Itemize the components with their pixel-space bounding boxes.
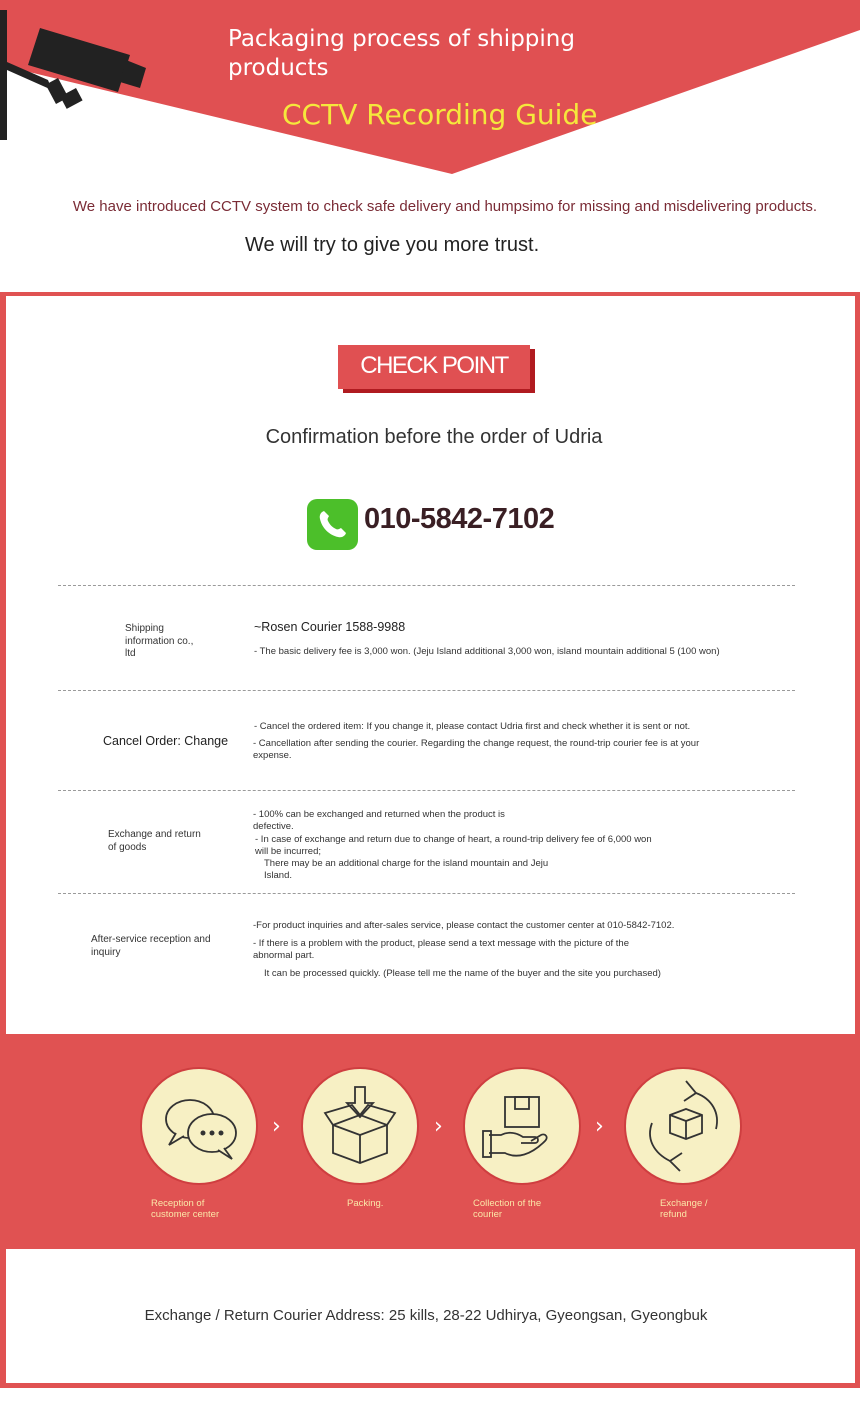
return-address: Exchange / Return Courier Address: 25 kills, 28-22 Udhirya, Gyeongsan, Gyeongbuk [144, 1307, 708, 1324]
intro-text: We have introduced CCTV system to check safe delivery and humpsimo for missing and misdelivering products. [72, 198, 818, 215]
cancel-text-1: - Cancel the ordered item: If you change it, please contact Udria first and check whether it is sent or not. [254, 721, 691, 732]
step-customer-center [140, 1067, 258, 1185]
open-box-icon [303, 1069, 417, 1183]
header-title: Packaging process of shipping products [228, 26, 575, 81]
exchange-box-icon [626, 1069, 740, 1183]
divider [58, 790, 795, 791]
shipping-info-label: Shipping information co., ltd [125, 623, 194, 659]
trust-text: We will try to give you more trust. [245, 234, 540, 256]
phone-number[interactable]: 010-5842-7102 [364, 503, 555, 535]
after-service-text-3: It can be processed quickly. (Please tell me the name of the buyer and the site you purchased) [264, 968, 661, 979]
after-service-text-2: - If there is a problem with the product, please send a text message with the picture of the abnormal part. [253, 938, 629, 961]
divider [58, 893, 795, 894]
exchange-text-2: - In case of exchange and return due to change of heart, a round-trip delivery fee of 6,000 won will be incurred; [255, 834, 652, 857]
cctv-guide-title: CCTV Recording Guide [282, 98, 598, 131]
hand-box-icon [465, 1069, 579, 1183]
step-exchange-refund [624, 1067, 742, 1185]
confirmation-heading: Confirmation before the order of Udria [265, 426, 603, 448]
exchange-return-label: Exchange and return of goods [108, 829, 201, 853]
cancel-text-2: - Cancellation after sending the courier. Regarding the change request, the round-trip courier fee is at your expense. [253, 738, 700, 761]
exchange-text-3: There may be an additional charge for the island mountain and Jeju Island. [264, 858, 549, 881]
divider [58, 690, 795, 691]
step-packing [301, 1067, 419, 1185]
after-service-text-1: -For product inquiries and after-sales service, please contact the customer center at 010-5842-7102. [253, 920, 675, 931]
exchange-text-1: - 100% can be exchanged and returned when the product is defective. [253, 809, 505, 832]
arrow-icon: › [272, 1114, 281, 1139]
arrow-icon: › [595, 1114, 604, 1139]
step-label-courier: Collection of the courier [473, 1198, 542, 1220]
arrow-icon: › [434, 1114, 443, 1139]
divider [58, 585, 795, 586]
delivery-fee-text: - The basic delivery fee is 3,000 won. (Jeju Island additional 3,000 won, island mountain additional 5 (100 won) [254, 646, 720, 657]
after-service-label: After-service reception and inquiry [91, 934, 211, 958]
step-label-customer-center: Reception of customer center [151, 1198, 220, 1220]
cctv-camera-icon [0, 10, 150, 145]
courier-name: ~Rosen Courier 1588-9988 [254, 620, 406, 634]
step-label-exchange: Exchange / refund [660, 1198, 708, 1220]
check-point-badge: CHECK POINT [338, 345, 530, 389]
step-label-packing: Packing. [347, 1198, 384, 1209]
step-courier-collection [463, 1067, 581, 1185]
chat-bubbles-icon [142, 1069, 256, 1183]
phone-icon [307, 499, 358, 550]
cancel-order-label: Cancel Order: Change [103, 734, 229, 748]
